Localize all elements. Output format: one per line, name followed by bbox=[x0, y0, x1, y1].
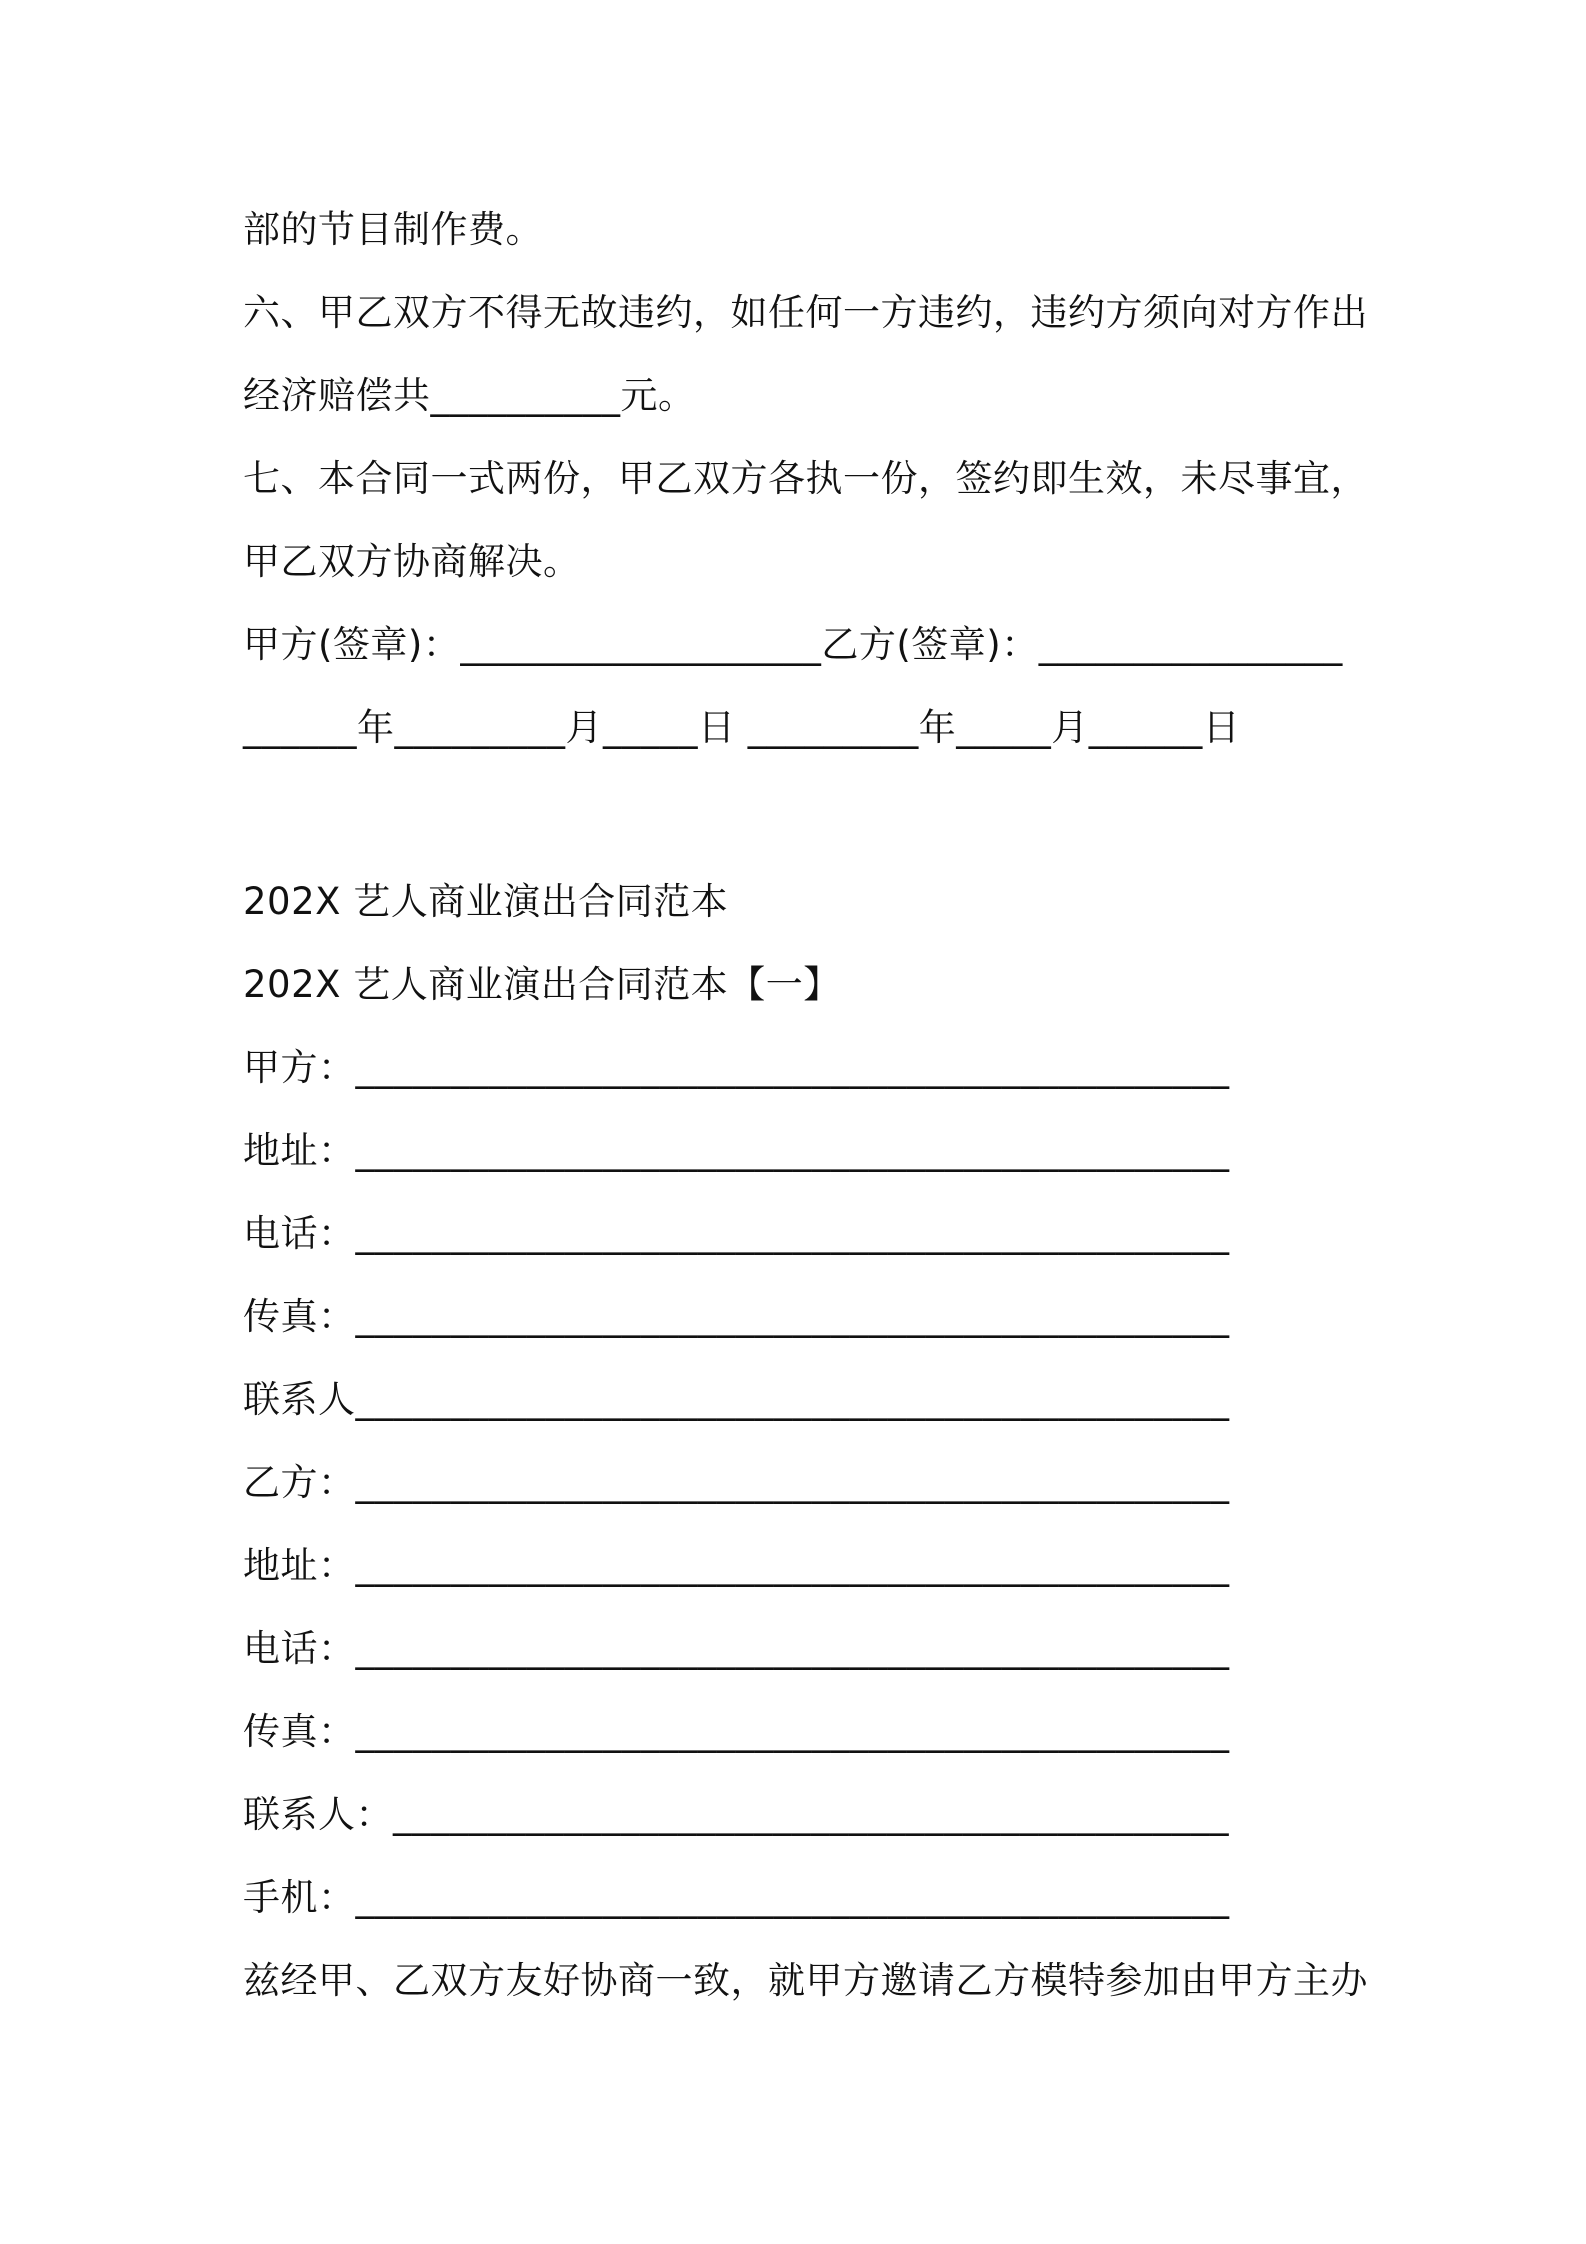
clause-6-line-2: 经济赔偿共__________元。 bbox=[243, 374, 696, 417]
form-field bbox=[243, 1873, 1230, 1923]
field-label: 传真： bbox=[243, 1710, 356, 1753]
field-label: 联系人 bbox=[243, 1378, 356, 1421]
field-label: 电话： bbox=[243, 1212, 356, 1255]
field-label: 甲方： bbox=[243, 1046, 356, 1089]
section-subtitle: 202X 艺人商业演出合同范本【一】 bbox=[243, 963, 841, 1006]
form-field bbox=[243, 1375, 1230, 1425]
form-field bbox=[243, 1707, 1230, 1757]
form-field bbox=[243, 1458, 1230, 1508]
field-blank: ____________________________________________ bbox=[393, 1793, 1229, 1836]
field-label: 地址： bbox=[243, 1544, 356, 1587]
signature-line: 甲方(签章)：___________________乙方(签章)：________________ bbox=[243, 623, 1343, 666]
section-title: 202X 艺人商业演出合同范本 bbox=[243, 880, 729, 923]
field-label: 乙方： bbox=[243, 1461, 356, 1504]
field-blank: ______________________________________________ bbox=[355, 1710, 1230, 1753]
field-label: 传真： bbox=[243, 1295, 356, 1338]
field-label: 电话： bbox=[243, 1627, 356, 1670]
clause-continuation: 部的节目制作费。 bbox=[243, 208, 543, 251]
form-field bbox=[243, 1790, 1229, 1840]
field-blank: ______________________________________________ bbox=[355, 1544, 1230, 1587]
field-blank: ______________________________________________ bbox=[355, 1212, 1230, 1255]
field-blank: ______________________________________________ bbox=[355, 1295, 1230, 1338]
closing-line: 兹经甲、乙双方友好协商一致，就甲方邀请乙方模特参加由甲方主办 bbox=[243, 1959, 1368, 2002]
field-label: 手机： bbox=[243, 1876, 356, 1919]
field-blank: ______________________________________________ bbox=[355, 1627, 1230, 1670]
form-field bbox=[243, 1209, 1230, 1259]
clause-6-line-1: 六、甲乙双方不得无故违约，如任何一方违约，违约方须向对方作出 bbox=[243, 291, 1368, 334]
field-blank: ______________________________________________ bbox=[355, 1876, 1230, 1919]
clause-7-line-2: 甲乙双方协商解决。 bbox=[243, 540, 581, 583]
field-blank: ______________________________________________ bbox=[355, 1129, 1230, 1172]
field-label: 地址： bbox=[243, 1129, 356, 1172]
field-blank: ______________________________________________ bbox=[355, 1046, 1230, 1089]
form-field bbox=[243, 1541, 1230, 1591]
form-field bbox=[243, 1624, 1230, 1674]
field-blank: ______________________________________________ bbox=[355, 1378, 1230, 1421]
field-blank: ______________________________________________ bbox=[355, 1461, 1230, 1504]
date-line: ______年_________月_____日 _________年_____月______日 bbox=[243, 706, 1241, 749]
form-field bbox=[243, 1043, 1230, 1093]
form-field bbox=[243, 1126, 1230, 1176]
clause-7-line-1: 七、本合同一式两份，甲乙双方各执一份，签约即生效，未尽事宜， bbox=[243, 457, 1368, 500]
form-field bbox=[243, 1292, 1230, 1342]
field-label: 联系人： bbox=[243, 1793, 393, 1836]
